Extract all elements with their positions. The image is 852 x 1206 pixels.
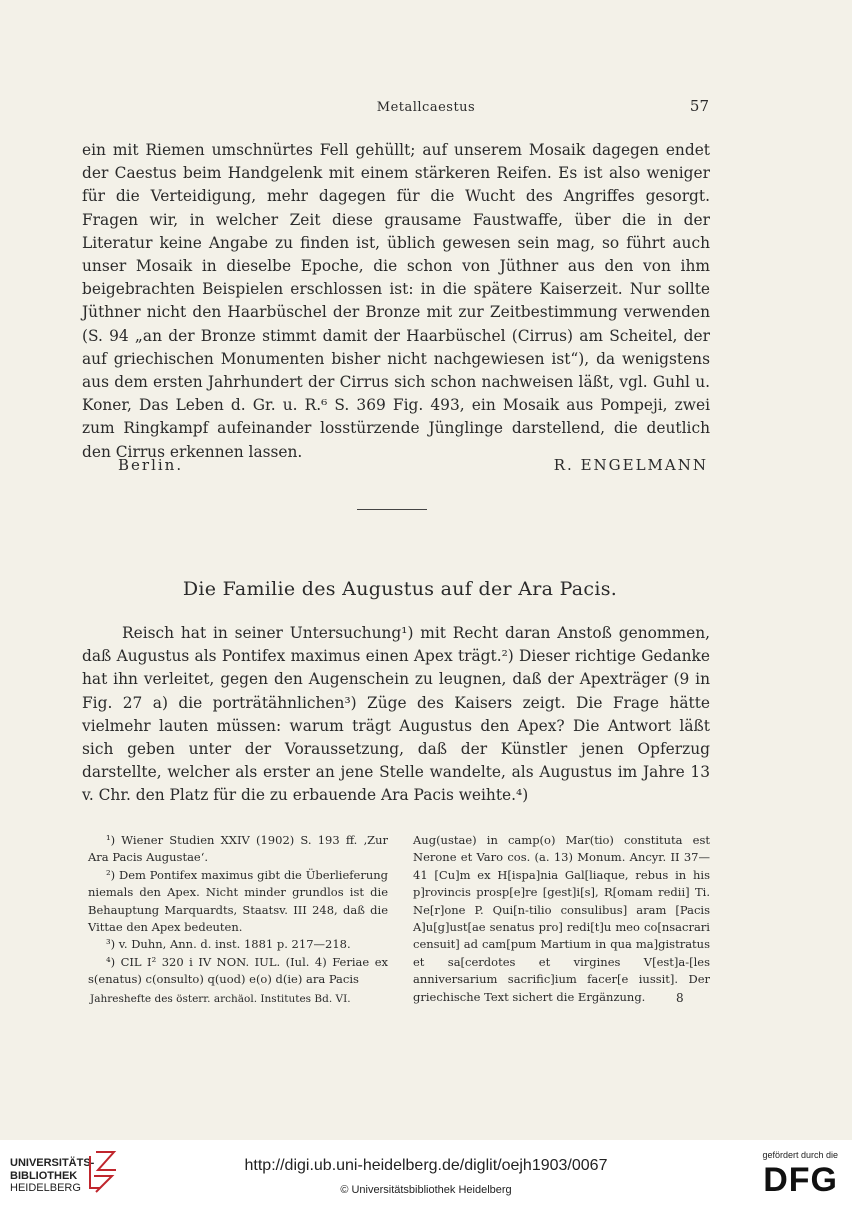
funding-note: gefördert durch die (762, 1150, 838, 1160)
footnote-1: ¹) Wiener Studien XXIV (1902) S. 193 ff. ‚Zur Ara Pacis Augustae‘. (88, 833, 388, 865)
article-title: Die Familie des Augustus auf der Ara Pacis. (182, 578, 618, 600)
running-head (0, 97, 852, 120)
footnote-3: ³) v. Duhn, Ann. d. inst. 1881 p. 217—218. (106, 937, 351, 952)
permalink-url[interactable]: http://digi.ub.uni-heidelberg.de/diglit/oejh1903/0067 (244, 1157, 608, 1174)
library-name-line2: BIBLIOTHEK (10, 1169, 78, 1182)
journal-imprint: Jahreshefte des österr. archäol. Institutes Bd. VI. (90, 993, 351, 1005)
signature-author: R. ENGELMANN (553, 456, 708, 474)
previous-article-text (82, 139, 710, 464)
viewer-footer (0, 1140, 852, 1206)
article-paragraph: Reisch hat in seiner Untersuchung¹) mit Recht daran Anstoß genommen, daß Augustus als Pontifex maximus einen Apex trägt.²) Dieser richtige Gedanke hat ihn verleitet, gegen den Augenschein zu leugnen, daß der Apexträger (9 in Fig. 27 a) die porträtähnlichen³) Züge des Kaisers zeigt. Die Frage hätte vielmehr lauten müssen: warum trägt Augustus den Apex? Die Antwort läßt sich geben unter der Voraussetzung, daß der Künstler jenen Opferzug darstellte, welcher als erster an jene Stelle wandelte, als Augustus im Jahre 13 v. Chr. den Platz für die zu erbauende Ara Pacis weihte.⁴) (82, 624, 710, 805)
copyright-notice: © Universitätsbibliothek Heidelberg (340, 1184, 512, 1196)
dfg-logo[interactable]: DFG (763, 1161, 838, 1199)
footnote-4: ⁴) CIL I² 320 i IV NON. IUL. (Iul. 4) Feriae ex s(enatus) c(onsulto) q(uod) e(o) d(ie) ara Pacis (88, 954, 388, 987)
footnote-4-continued: Aug(ustae) in camp(o) Mar(tio) constituta est Nerone et Varo cos. (a. 13) Monum. Ancyr. II 37—41 [Cu]m ex H[ispa]nia Gal[liaque, rebus in his p]rovincis prosp[e]re [gest]i[s], R[omam redii] Ti. Ne[r]one P. Qui[n-tilio consulibus] aram [Pacis A]u[g]ust[ae senatus pro] redi[t]u meo co[nsacrari censuit] ad cam[pum Martium in qua ma]gistratus et sa[cerdotes et virgines V[est]a-[les anniversarium sacrific]ium facer[e iussit]. Der griechische Text sichert die Ergänzung. (413, 833, 710, 1004)
library-name-line3: HEIDELBERG (10, 1182, 81, 1194)
footnotes-right-column (413, 832, 710, 1006)
page-number: 57 (689, 97, 709, 115)
footnote-2: ²) Dem Pontifex maximus gibt die Überlieferung niemals den Apex. Nicht minder grundlos ist die Behauptung Marquardts, Staatsv. III 248, daß die Vittae den Apex bedeuten. (88, 867, 388, 935)
running-title: Metallcaestus (376, 100, 476, 115)
article-text (82, 622, 710, 808)
section-divider (357, 509, 427, 510)
previous-article-paragraph: ein mit Riemen umschnürtes Fell gehüllt; auf unserem Mosaik dagegen endet der Caestus beim Handgelenk mit einem stärkeren Reifen. Es ist also weniger für die Verteidigung, mehr dagegen für die Wucht des Angriffes gesorgt. Fragen wir, in welcher Zeit diese grausame Faustwaffe, über die in der Literatur keine Angabe zu finden ist, üblich gewesen sein mag, so führt auch unser Mosaik in dieselbe Epoche, die schon von Jüthner aus den von ihm beigebrachten Beispielen erschlossen ist: in die spätere Kaiserzeit. Nur sollte Jüthner nicht den Haarbüschel der Bronze mit zur Zeitbestimmung verwenden (S. 94 „an der Bronze stimmt damit der Haarbüschel (Cirrus) am Scheitel, der auf griechischen Monumenten bisher nicht nachgewiesen ist“), da wenigstens aus dem ersten Jahrhundert der Cirrus sich schon nachweisen läßt, vgl. Guhl u. Koner, Das Leben d. Gr. u. R.⁶ S. 369 Fig. 493, ein Mosaik aus Pompeji, zwei zum Ringkampf aufeinander losstürzende Jünglinge darstellend, die deutlich den Cirrus erkennen lassen. (82, 141, 710, 461)
article-signature (118, 456, 708, 480)
footnotes-left-column (88, 832, 388, 989)
sheet-signature: 8 (676, 991, 684, 1005)
signature-place: Berlin. (118, 456, 184, 474)
library-name-line1: UNIVERSITÄTS- (10, 1157, 95, 1169)
